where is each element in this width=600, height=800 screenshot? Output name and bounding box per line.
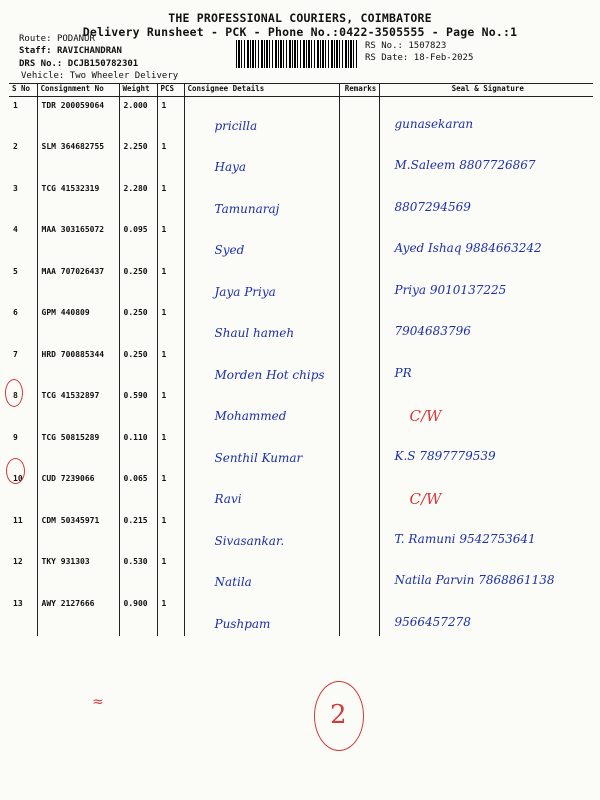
col-weight: Weight (119, 84, 157, 97)
cell-sno: 13 (9, 595, 37, 637)
col-consignee: Consignee Details (184, 84, 339, 97)
table-row (9, 470, 593, 512)
cell-sno: 4 (9, 221, 37, 263)
cell-consignment-no: GPM 440809 (37, 304, 119, 346)
cell-signature (379, 180, 593, 222)
cell-sno: 7 (9, 346, 37, 388)
cell-weight: 0.250 (119, 263, 157, 305)
cell-weight: 0.065 (119, 470, 157, 512)
cell-consignment-no: TKY 931303 (37, 553, 119, 595)
table-row (9, 553, 593, 595)
consignee-handwriting: Senthil Kumar (214, 450, 303, 465)
cell-signature (379, 553, 593, 595)
cell-consignment-no: HRD 700885344 (37, 346, 119, 388)
cell-signature (379, 138, 593, 180)
cell-consignee (184, 97, 339, 139)
cell-remarks (339, 97, 379, 139)
cell-consignee (184, 180, 339, 222)
cell-sno: 8 (9, 387, 37, 429)
table-row (9, 221, 593, 263)
table-header-row (9, 84, 593, 97)
consignee-handwriting: Sivasankar. (214, 533, 285, 548)
table-row (9, 429, 593, 471)
cell-remarks (339, 180, 379, 222)
cell-remarks (339, 470, 379, 512)
cell-remarks (339, 553, 379, 595)
signature-handwriting: Ayed Ishaq 9884663242 (394, 241, 542, 255)
cell-signature (379, 221, 593, 263)
row-8-circle-mark (5, 379, 23, 407)
col-sno: S No (9, 84, 37, 97)
cell-weight: 2.000 (119, 97, 157, 139)
col-consignment: Consignment No (37, 84, 119, 97)
cell-remarks (339, 304, 379, 346)
cell-pcs: 1 (157, 180, 184, 222)
cell-weight: 2.250 (119, 138, 157, 180)
cell-pcs: 1 (157, 138, 184, 180)
signature-handwriting: Natila Parvin 7868861138 (394, 573, 555, 587)
cell-weight: 0.095 (119, 221, 157, 263)
cell-pcs: 1 (157, 97, 184, 139)
signature-handwriting: C/W (409, 407, 442, 425)
cell-consignment-no: TCG 41532897 (37, 387, 119, 429)
signature-handwriting: Priya 9010137225 (394, 282, 507, 297)
table-row (9, 512, 593, 554)
cell-signature (379, 470, 593, 512)
signature-handwriting: 9566457278 (394, 614, 471, 629)
cell-sno: 1 (9, 97, 37, 139)
cell-weight: 0.250 (119, 304, 157, 346)
cell-pcs: 1 (157, 346, 184, 388)
cell-consignee (184, 387, 339, 429)
col-pcs: PCS (157, 84, 184, 97)
consignee-handwriting: Shaul hameh (214, 326, 295, 340)
cell-pcs: 1 (157, 387, 184, 429)
barcode-image (236, 40, 358, 68)
table-row (9, 180, 593, 222)
cell-consignee (184, 429, 339, 471)
consignee-handwriting: Morden Hot chips (214, 367, 325, 382)
signature-handwriting: 8807294569 (394, 199, 471, 214)
cell-weight: 0.110 (119, 429, 157, 471)
cell-consignee (184, 512, 339, 554)
table-row (9, 346, 593, 388)
rs-no-line: RS No.: 1507823 (365, 41, 447, 51)
cell-consignee (184, 138, 339, 180)
cell-consignment-no: TDR 200059064 (37, 97, 119, 139)
table-row (9, 304, 593, 346)
cell-consignee (184, 221, 339, 263)
runsheet-table (9, 83, 593, 636)
runsheet-title: Delivery Runsheet - PCK - Phone No.:0422-3505555 - Page No.:1 (82, 25, 518, 39)
signature-handwriting: PR (394, 365, 412, 380)
cell-sno: 10 (9, 470, 37, 512)
consignee-handwriting: Natila (214, 575, 252, 589)
cell-sno: 11 (9, 512, 37, 554)
consignee-handwriting: Pushpam (214, 616, 271, 631)
consignee-handwriting: Haya (214, 160, 247, 174)
staff-line: Staff: RAVICHANDRAN (19, 46, 122, 56)
col-remarks: Remarks (339, 84, 379, 97)
cell-weight: 0.900 (119, 595, 157, 637)
col-signature: Seal & Signature (379, 84, 593, 97)
signature-handwriting: gunasekaran (394, 117, 474, 131)
cell-consignee (184, 470, 339, 512)
cell-pcs: 1 (157, 263, 184, 305)
cell-signature (379, 512, 593, 554)
cell-consignee (184, 263, 339, 305)
cell-sno: 6 (9, 304, 37, 346)
company-title: THE PROFESSIONAL COURIERS, COIMBATORE (168, 11, 432, 25)
consignee-handwriting: pricilla (214, 119, 258, 133)
cell-signature (379, 263, 593, 305)
cell-consignee (184, 346, 339, 388)
cell-pcs: 1 (157, 595, 184, 637)
cell-sno: 3 (9, 180, 37, 222)
consignee-handwriting: Mohammed (214, 409, 287, 423)
consignee-handwriting: Jaya Priya (214, 284, 276, 299)
cell-pcs: 1 (157, 221, 184, 263)
cell-signature (379, 387, 593, 429)
cell-pcs: 1 (157, 512, 184, 554)
cell-pcs: 1 (157, 553, 184, 595)
cell-weight: 2.280 (119, 180, 157, 222)
signature-handwriting: K.S 7897779539 (394, 448, 496, 463)
cell-signature (379, 429, 593, 471)
cell-signature (379, 595, 593, 637)
cell-sno: 5 (9, 263, 37, 305)
consignee-handwriting: Tamunaraj (214, 201, 280, 216)
cell-pcs: 1 (157, 470, 184, 512)
cell-consignee (184, 553, 339, 595)
table-row (9, 138, 593, 180)
signature-handwriting: 7904683796 (394, 324, 471, 338)
cell-remarks (339, 429, 379, 471)
cell-consignment-no: AWY 2127666 (37, 595, 119, 637)
table-row (9, 263, 593, 305)
cell-sno: 2 (9, 138, 37, 180)
cell-consignee (184, 304, 339, 346)
cell-remarks (339, 346, 379, 388)
row-10-circle-mark (6, 458, 25, 484)
page-circle-number: 2 (330, 700, 347, 730)
signature-handwriting: C/W (409, 490, 442, 508)
drs-line: DRS No.: DCJB150782301 (19, 59, 139, 69)
cell-signature (379, 346, 593, 388)
table-row (9, 387, 593, 429)
cell-pcs: 1 (157, 429, 184, 471)
cell-remarks (339, 512, 379, 554)
cell-consignment-no: TCG 41532319 (37, 180, 119, 222)
cell-pcs: 1 (157, 304, 184, 346)
signature-handwriting: M.Saleem 8807726867 (394, 158, 536, 172)
route-line: Route: PODANUR (19, 34, 95, 44)
cell-consignment-no: TCG 50815289 (37, 429, 119, 471)
cell-sno: 12 (9, 553, 37, 595)
red-pen-scribble: ≈ (92, 694, 104, 710)
cell-remarks (339, 221, 379, 263)
consignee-handwriting: Syed (214, 243, 245, 257)
cell-consignment-no: SLM 364682755 (37, 138, 119, 180)
cell-remarks (339, 595, 379, 637)
cell-signature (379, 304, 593, 346)
cell-consignment-no: MAA 707026437 (37, 263, 119, 305)
cell-remarks (339, 387, 379, 429)
cell-weight: 0.215 (119, 512, 157, 554)
cell-remarks (339, 138, 379, 180)
cell-weight: 0.590 (119, 387, 157, 429)
rs-date-line: RS Date: 18-Feb-2025 (365, 53, 474, 63)
cell-consignment-no: MAA 303165072 (37, 221, 119, 263)
cell-consignee (184, 595, 339, 637)
cell-remarks (339, 263, 379, 305)
cell-signature (379, 97, 593, 139)
signature-handwriting: T. Ramuni 9542753641 (394, 531, 536, 546)
cell-weight: 0.530 (119, 553, 157, 595)
vehicle-line: Vehicle: Two Wheeler Delivery (21, 71, 179, 81)
consignee-handwriting: Ravi (214, 492, 242, 506)
cell-weight: 0.250 (119, 346, 157, 388)
table-row (9, 595, 593, 637)
table-row (9, 97, 593, 139)
cell-consignment-no: CUD 7239066 (37, 470, 119, 512)
cell-consignment-no: CDM 50345971 (37, 512, 119, 554)
cell-sno: 9 (9, 429, 37, 471)
